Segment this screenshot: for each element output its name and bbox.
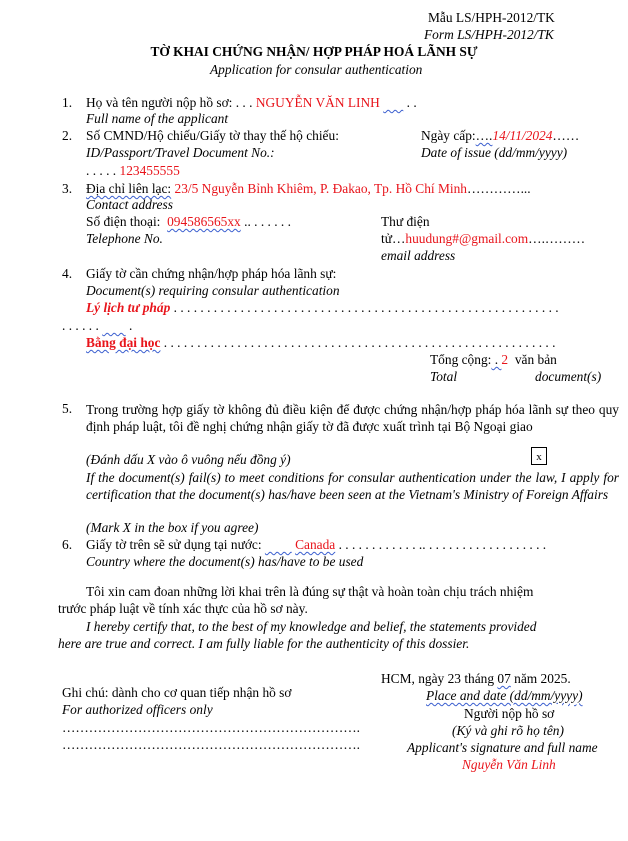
full-name-label-en: Full name of the applicant	[86, 111, 229, 126]
item-number: 3.	[62, 181, 73, 196]
full-name-value[interactable]: NGUYỄN VĂN LINH	[255, 95, 380, 110]
item-number: 1.	[62, 95, 73, 110]
item-number: 5.	[62, 401, 73, 416]
address-label-en: Contact address	[86, 197, 173, 212]
document-line-1: Lý lịch tư pháp . . . . . . . . . . . . . . . . . . . . . . . . . . . . . . . . . . . . . . . . . . . . . . . . . . . . . . . . . .	[86, 300, 559, 315]
full-name-row	[86, 95, 417, 111]
email-value[interactable]: huudung#@gmail.com	[405, 231, 529, 246]
documents-label: Giấy tờ cần chứng nhận/hợp pháp hóa lãnh sự:	[86, 266, 337, 281]
applicant-label-en: Applicant's signature and full name	[407, 740, 598, 755]
mark-instruction-vi: (Đánh dấu X vào ô vuông nếu đồng ý)	[86, 452, 291, 467]
form-code-vi: Mẫu LS/HPH-2012/TK	[428, 10, 555, 25]
total-label-en: Total	[430, 369, 458, 384]
total-suffix-en: document(s)	[535, 369, 602, 384]
place-date-label-en: Place and date (dd/mm/yyyy)	[426, 688, 583, 703]
place-date-month: 07	[497, 671, 511, 686]
email-row: tử…huudung#@gmail.com….………	[381, 231, 586, 246]
total-row: Tổng cộng: . 2 văn bản	[430, 352, 557, 367]
declaration-en-1: I hereby certify that, to the best of my knowledge and belief, the statements provided	[86, 619, 537, 634]
phone-row: Số điện thoại: 094586565xx .. . . . . . .	[86, 214, 291, 229]
phone-label: Số điện thoại:	[86, 214, 161, 229]
email-label-vi: Thư điện	[381, 214, 430, 229]
phone-label-en: Telephone No.	[86, 231, 163, 246]
address-value[interactable]: 23/5 Nguyễn Bỉnh Khiêm, P. Đakao, Tp. Hồ Chí Minh	[174, 181, 467, 196]
declaration-en-2: here are true and correct. I am fully liable for the authenticity of this dossier.	[58, 636, 470, 651]
sign-note-vi: (Ký và ghi rõ họ tên)	[452, 723, 564, 738]
certification-request-en: If the document(s) fail(s) to meet conditions for consular authentication under the law, I apply for certification that the document(s) has/have been seen at the Vietnam's Ministry of Foreign Affairs	[86, 470, 619, 502]
applicant-label-vi: Người nộp hồ sơ	[464, 706, 555, 721]
issue-date-value[interactable]: 14/11/2024	[492, 128, 553, 143]
declaration-vi-2: trước pháp luật về tính xác thực của hồ sơ này.	[58, 601, 308, 616]
item-number: 4.	[62, 266, 73, 281]
place-date: HCM, ngày 23 tháng 07 năm 2025.	[381, 671, 571, 686]
total-label: Tổng cộng:	[430, 352, 492, 367]
total-value[interactable]: 2	[501, 352, 509, 367]
notes-line-2[interactable]: ………………………………………………………….	[62, 737, 360, 752]
id-row	[86, 163, 180, 179]
declaration-vi-1: Tôi xin cam đoan những lời khai trên là đúng sự thật và hoàn toàn chịu trách nhiệm	[86, 584, 534, 599]
country-label-en: Country where the document(s) has/have to be used	[86, 554, 364, 569]
item-number: 2.	[62, 128, 73, 143]
email-label-en: email address	[381, 248, 456, 263]
issue-date-label-en: Date of issue (dd/mm/yyyy)	[421, 145, 568, 160]
notes-label-vi: Ghi chú: dành cho cơ quan tiếp nhận hồ sơ	[62, 685, 292, 700]
country-row: Giấy tờ trên sẽ sử dụng tại nước: Canada . . . . . . . . . . . . .. . . . . . . . . . . . . . . . . . .	[86, 537, 547, 552]
country-value[interactable]: Canada	[295, 537, 336, 552]
certification-request-vi: Trong trường hợp giấy tờ không đủ điều kiện để được chứng nhận/hợp pháp hóa lãnh sự theo quy định pháp luật, tôi đề nghị chứng nhận giấy tờ đã được xuất trình tại Bộ Ngoại giao	[86, 402, 619, 434]
issue-date-row: Ngày cấp:….14/11/2024……	[421, 128, 580, 143]
document-1-value[interactable]: Lý lịch tư pháp	[86, 300, 171, 315]
document-line-2: . . . . . . .	[62, 318, 133, 333]
country-label: Giấy tờ trên sẽ sử dụng tại nước:	[86, 537, 262, 552]
form-title-vi: TỜ KHAI CHỨNG NHẬN/ HỢP PHÁP HOÁ LÃNH SỰ	[150, 44, 478, 59]
form-code-en: Form LS/HPH-2012/TK	[424, 27, 554, 42]
agree-checkbox[interactable]: x	[531, 447, 547, 465]
issue-date-label: Ngày cấp:	[421, 128, 476, 143]
documents-label-en: Document(s) requiring consular authentication	[86, 283, 340, 298]
id-label-en: ID/Passport/Travel Document No.:	[86, 145, 275, 160]
address-label: Địa chỉ liên lạc:	[86, 181, 172, 196]
applicant-signature-name[interactable]: Nguyễn Văn Linh	[462, 757, 556, 772]
phone-value[interactable]: 094586565xx	[167, 214, 241, 229]
mark-instruction-en: (Mark X in the box if you agree)	[86, 520, 259, 535]
document-2-value[interactable]: Bằng đại học	[86, 335, 161, 350]
notes-label-en: For authorized officers only	[62, 702, 213, 717]
address-row: Địa chỉ liên lạc: 23/5 Nguyễn Bỉnh Khiêm, P. Đakao, Tp. Hồ Chí Minh…………...	[86, 181, 531, 196]
dotted-leader: . .	[403, 95, 417, 110]
dotted-leader: . . . . .	[86, 163, 117, 178]
item-number: 6.	[62, 537, 73, 552]
id-label: Số CMND/Hộ chiếu/Giấy tờ thay thế hộ chiếu:	[86, 128, 339, 143]
id-value[interactable]: 123455555	[119, 163, 180, 178]
form-title-en: Application for consular authentication	[210, 62, 423, 77]
document-line-3: Bằng đại học . . . . . . . . . . . . . . . . . . . . . . . . . . . . . . . . . . . . . . . . . . . . . . . . . . . . . . . . . . .	[86, 335, 556, 350]
notes-line-1[interactable]: ………………………………………………………….	[62, 720, 360, 735]
full-name-label: Họ và tên người nộp hồ sơ: . . .	[86, 95, 253, 110]
